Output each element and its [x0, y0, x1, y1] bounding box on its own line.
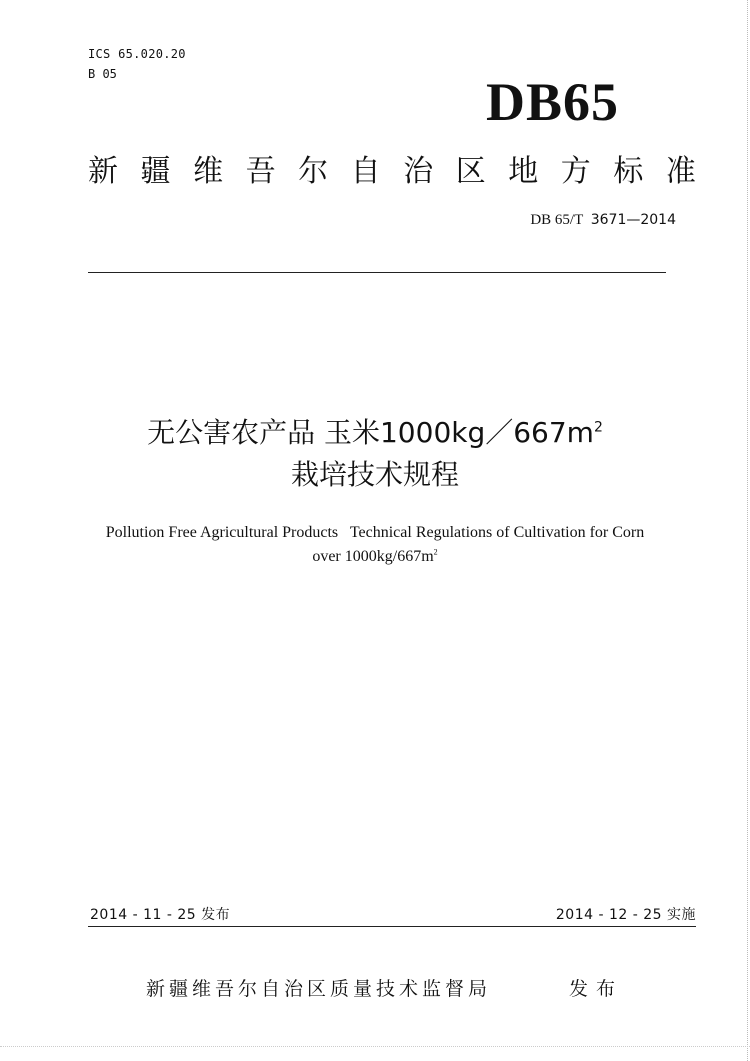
issuer-title-char: 准: [665, 154, 696, 189]
title-en-superscript: 2: [433, 547, 438, 557]
standard-number-value: 3671—2014: [590, 212, 676, 228]
scan-edge-artifact: [746, 0, 748, 1061]
title-en-line2: [0, 545, 750, 569]
issuer-title-char: 治: [403, 154, 434, 189]
date-divider: [88, 926, 696, 927]
standard-number-prefix: DB 65/T: [530, 212, 584, 228]
title-zh-line2: 栽培技术规程: [290, 458, 459, 491]
effective-date: 2014 - 12 - 25 实施: [555, 907, 696, 923]
standard-number: [530, 210, 676, 230]
issuer-title: [88, 152, 696, 192]
publish-verb: 发布: [569, 978, 624, 1000]
title-en-line1: Pollution Free Agricultural Products Technical Regulations of Cultivation for Corn: [105, 524, 645, 541]
issuer-title-char: 疆: [140, 154, 171, 189]
title-zh-line1-text: 无公害农产品 玉米1000kg／667m: [147, 416, 594, 449]
title-zh-superscript: 2: [593, 419, 603, 436]
publisher-name: 新疆维吾尔自治区质量技术监督局: [146, 978, 492, 1000]
title-zh-line1: [0, 412, 750, 454]
title-en: [0, 521, 750, 569]
issuer-title-char: 新: [88, 154, 118, 189]
standard-logo: DB65: [486, 72, 620, 132]
ics-code: ICS 65.020.20: [88, 47, 186, 61]
issuer-title-char: 自: [350, 154, 381, 189]
title-en-line2-text: over 1000kg/667m: [312, 548, 434, 565]
issuer-title-char: 标: [613, 154, 644, 189]
classification-code: B 05: [88, 67, 117, 81]
scan-bottom-artifact: [0, 1046, 750, 1055]
issuer-title-char: 方: [560, 154, 591, 189]
issuer-title-char: 地: [508, 154, 539, 189]
issuer-title-char: 吾: [245, 154, 276, 189]
header-divider: [88, 272, 666, 273]
issuer-title-char: 尔: [298, 154, 329, 189]
issuer-title-char: 区: [455, 154, 486, 189]
issue-date: 2014 - 11 - 25 发布: [90, 907, 231, 923]
issuer-title-char: 维: [193, 154, 224, 189]
